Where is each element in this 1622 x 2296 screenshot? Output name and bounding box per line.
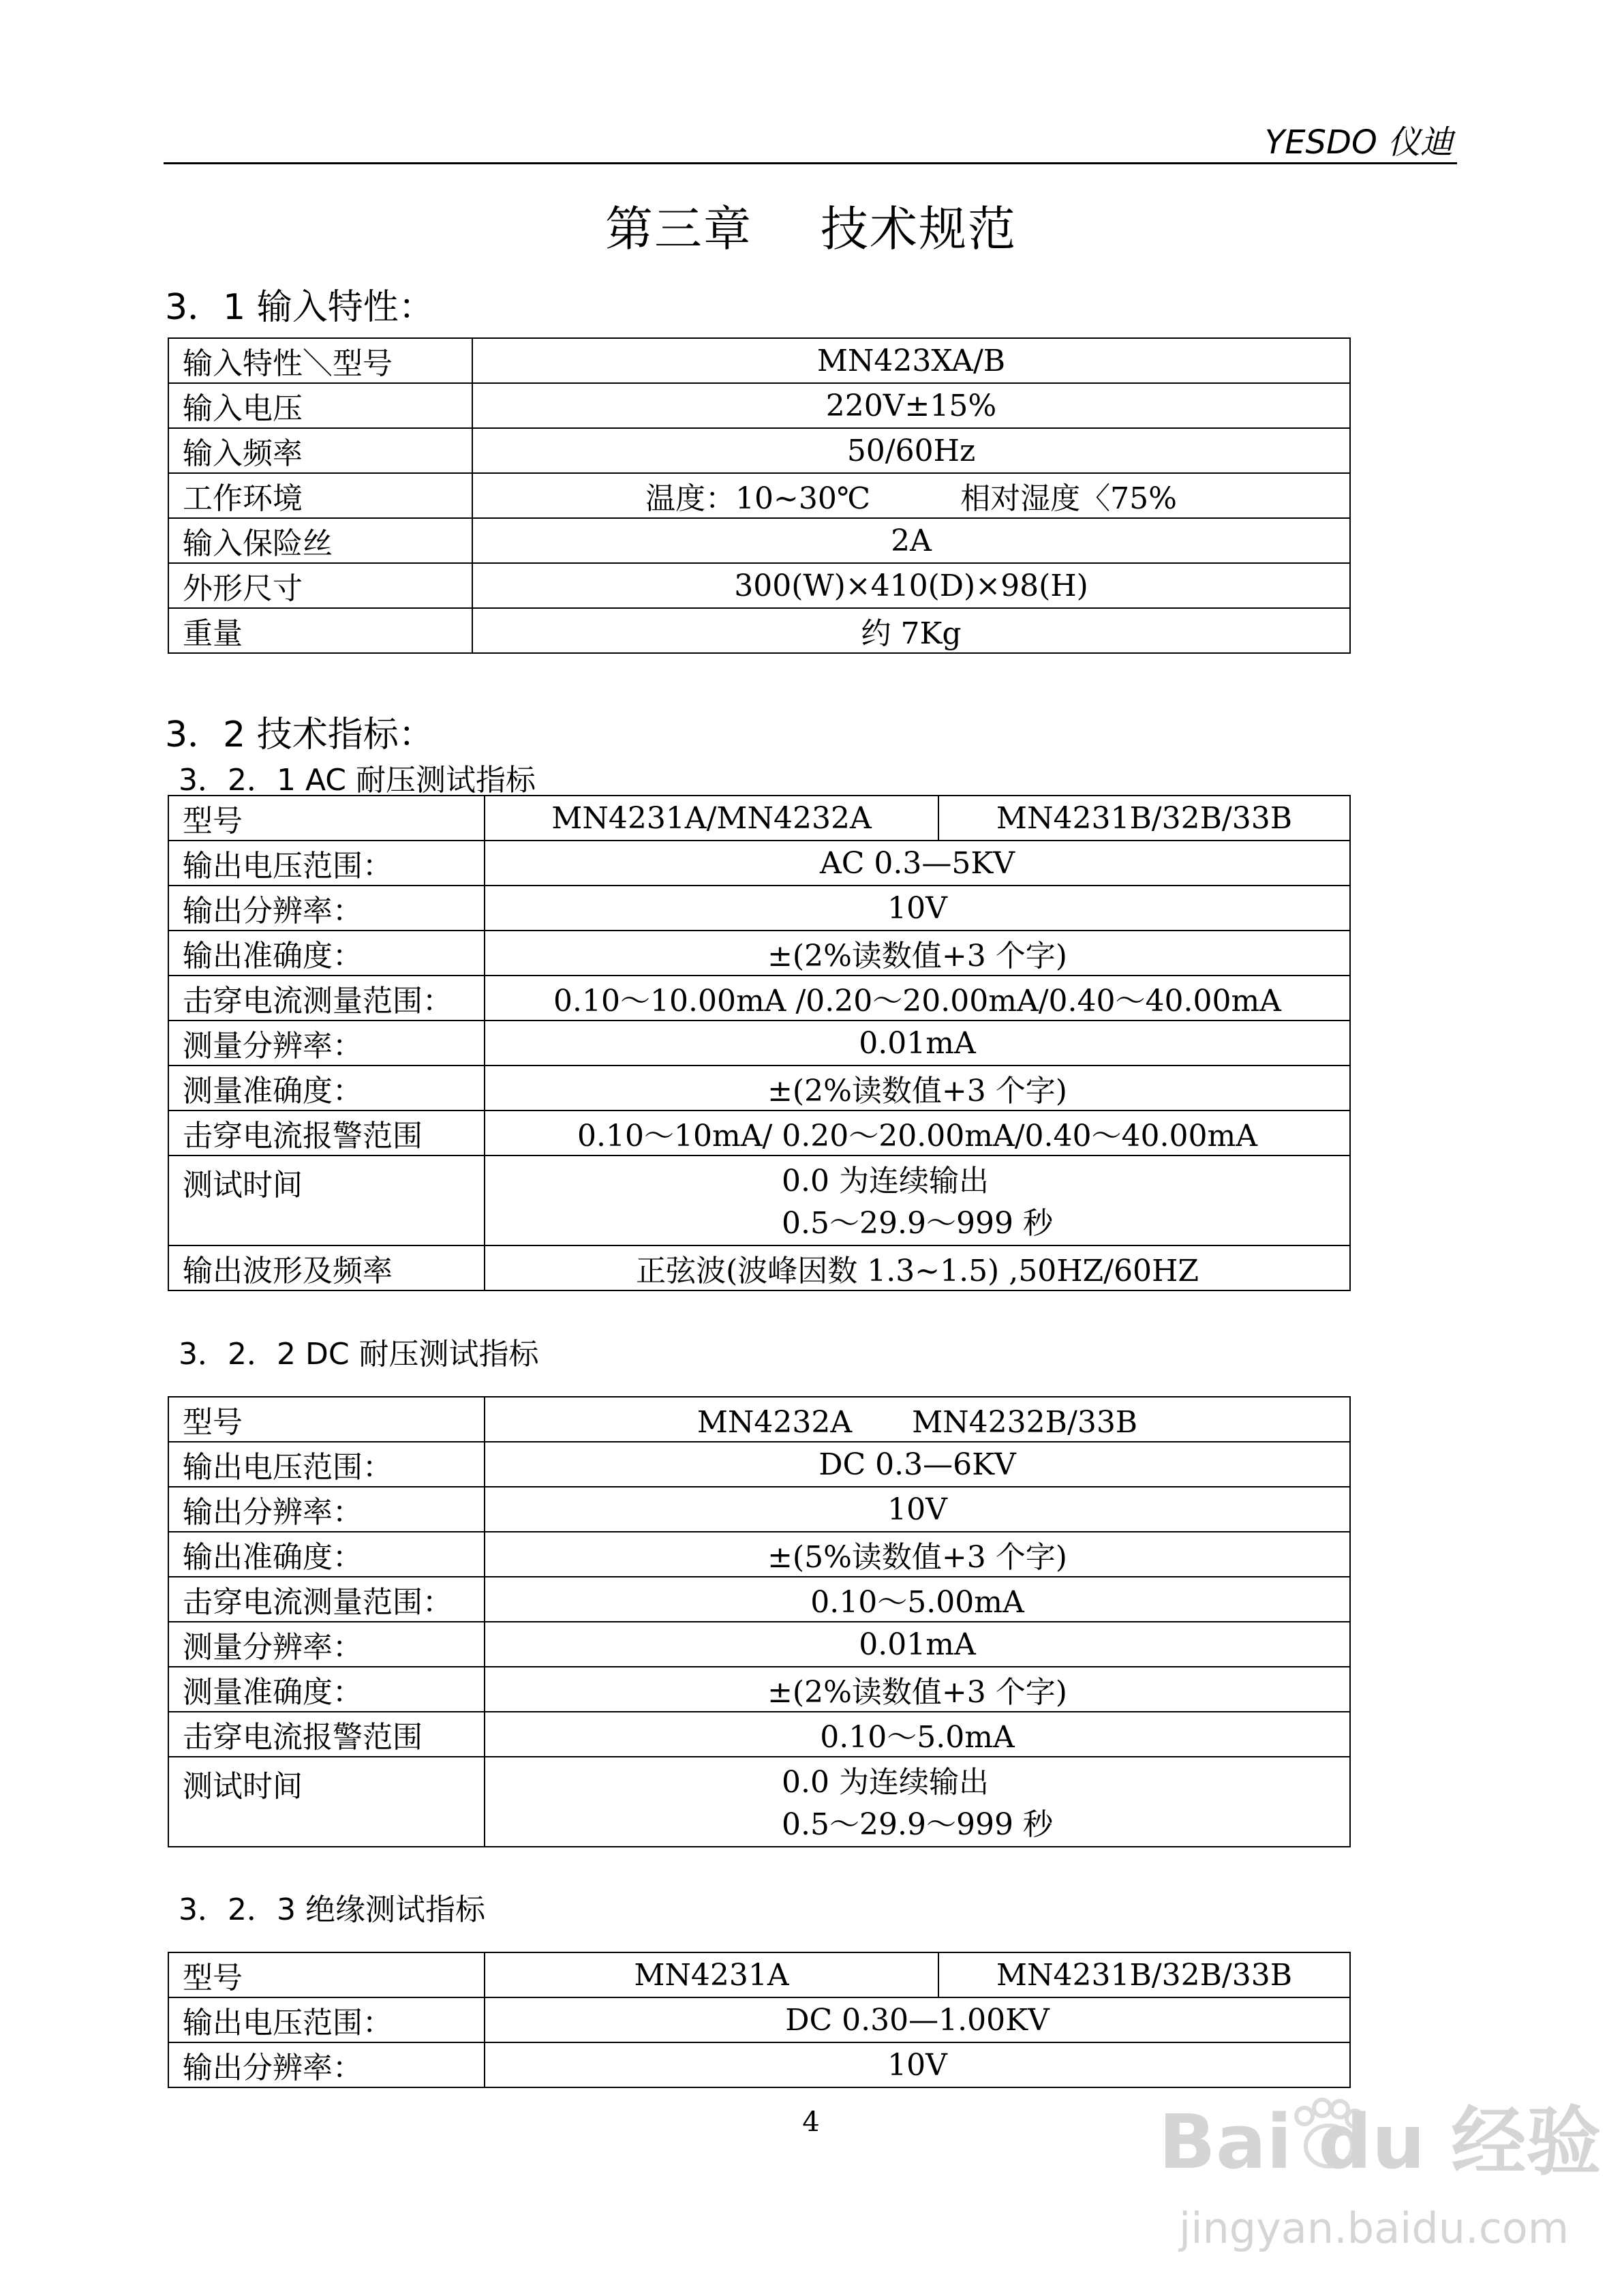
header-model-a: MN4231A xyxy=(485,1952,938,1997)
table-row xyxy=(168,1667,1350,1712)
header-model-b: MN4231B/32B/33B xyxy=(938,796,1350,841)
row-label: 输出分辨率： xyxy=(168,886,485,931)
row-value xyxy=(485,1155,1350,1245)
table-row xyxy=(168,1066,1350,1111)
section-3-1-title: 3．1 输入特性： xyxy=(165,287,434,328)
row-label: 输入保险丝 xyxy=(168,518,472,563)
row-label: 测量准确度： xyxy=(168,1066,485,1111)
input-characteristics-table xyxy=(168,337,1351,654)
row-label: 输出电压范围： xyxy=(168,1997,485,2042)
table-row xyxy=(168,841,1350,886)
row-label: 测量准确度： xyxy=(168,1667,485,1712)
header-model-a: MN4231A/MN4232A xyxy=(485,796,938,841)
test-time-line-2: 0.5～29.9～999 秒 xyxy=(782,1206,1053,1241)
header-label: 型号 xyxy=(168,796,485,841)
section-3-2-2-title: 3．2．2 DC 耐压测试指标 xyxy=(179,1337,539,1372)
header-models: MN4232A MN4232B/33B xyxy=(485,1397,1350,1442)
test-time-lines xyxy=(782,1762,1053,1846)
insulation-test-table xyxy=(168,1952,1351,2088)
row-label: 输出准确度： xyxy=(168,1532,485,1577)
table-row xyxy=(168,1442,1350,1487)
row-value: 50/60Hz xyxy=(472,428,1350,473)
row-label: 输出准确度： xyxy=(168,931,485,976)
row-value: ±(2%读数值+3 个字) xyxy=(485,1066,1350,1111)
row-value: 温度：10~30℃ 相对湿度〈75% xyxy=(472,473,1350,518)
row-label: 外形尺寸 xyxy=(168,563,472,608)
table-row xyxy=(168,976,1350,1021)
table-row xyxy=(168,1622,1350,1667)
table-row xyxy=(168,1245,1350,1290)
table-row xyxy=(168,428,1350,473)
chapter-number: 第三章 xyxy=(605,201,752,257)
row-label: 工作环境 xyxy=(168,473,472,518)
row-value: 0.10～5.0mA xyxy=(485,1712,1350,1757)
row-label: 测试时间 xyxy=(168,1155,485,1245)
row-value: ±(5%读数值+3 个字) xyxy=(485,1532,1350,1577)
table-row xyxy=(168,2042,1350,2087)
table-body xyxy=(168,338,1350,653)
row-value: 0.10～10mA/ 0.20～20.00mA/0.40～40.00mA xyxy=(485,1111,1350,1155)
table-row xyxy=(168,608,1350,653)
header-model-b: MN4231B/32B/33B xyxy=(938,1952,1350,1997)
table-body xyxy=(168,796,1350,1290)
table-header-row xyxy=(168,1397,1350,1442)
table-row xyxy=(168,473,1350,518)
row-label: 测试时间 xyxy=(168,1757,485,1847)
header-brand: YESDO 仪迪 xyxy=(1264,123,1453,162)
test-time-lines xyxy=(782,1160,1053,1245)
header-label: 型号 xyxy=(168,1397,485,1442)
table-row xyxy=(168,1577,1350,1622)
row-label: 击穿电流测量范围： xyxy=(168,976,485,1021)
row-value: 10V xyxy=(485,886,1350,931)
row-label: 击穿电流测量范围： xyxy=(168,1577,485,1622)
table-row xyxy=(168,1111,1350,1155)
table-row xyxy=(168,886,1350,931)
table-body xyxy=(168,1952,1350,2087)
chapter-title xyxy=(0,191,1622,260)
header-rule xyxy=(164,162,1457,164)
table-row xyxy=(168,1997,1350,2042)
watermark-url: jingyan.baidu.com xyxy=(1179,2203,1570,2253)
test-time-line-1: 0.0 为连续输出 xyxy=(782,1164,989,1198)
section-3-2-title: 3．2 技术指标： xyxy=(165,714,434,755)
row-label: 输出波形及频率 xyxy=(168,1245,485,1290)
row-value: ±(2%读数值+3 个字) xyxy=(485,931,1350,976)
table-row xyxy=(168,518,1350,563)
table-body xyxy=(168,1397,1350,1847)
table-row xyxy=(168,1712,1350,1757)
table-row xyxy=(168,563,1350,608)
row-value: 0.01mA xyxy=(485,1622,1350,1667)
row-label: 输入特性＼型号 xyxy=(168,338,472,383)
row-value: ±(2%读数值+3 个字) xyxy=(485,1667,1350,1712)
table-header-row xyxy=(168,1952,1350,1997)
row-label: 输出电压范围： xyxy=(168,841,485,886)
page-number: 4 xyxy=(802,2106,820,2138)
row-value: 约 7Kg xyxy=(472,608,1350,653)
row-value: DC 0.30—1.00KV xyxy=(485,1997,1350,2042)
row-label: 测量分辨率： xyxy=(168,1021,485,1066)
row-label: 测量分辨率： xyxy=(168,1622,485,1667)
test-time-line-1: 0.0 为连续输出 xyxy=(782,1765,989,1800)
row-label: 击穿电流报警范围 xyxy=(168,1712,485,1757)
chapter-name: 技术规范 xyxy=(821,201,1017,257)
row-value: 220V±15% xyxy=(472,383,1350,428)
table-row xyxy=(168,338,1350,383)
test-time-line-2: 0.5～29.9～999 秒 xyxy=(782,1807,1053,1842)
section-3-2-3-title: 3．2．3 绝缘测试指标 xyxy=(179,1892,485,1927)
table-row xyxy=(168,931,1350,976)
row-value: MN423XA/B xyxy=(472,338,1350,383)
section-3-2-1-title: 3．2．1 AC 耐压测试指标 xyxy=(179,763,536,798)
ac-withstand-table xyxy=(168,795,1351,1291)
row-label: 输入频率 xyxy=(168,428,472,473)
table-header-row xyxy=(168,796,1350,841)
table-row xyxy=(168,383,1350,428)
row-value: DC 0.3—6KV xyxy=(485,1442,1350,1487)
row-label: 重量 xyxy=(168,608,472,653)
table-row xyxy=(168,1487,1350,1532)
row-value: 正弦波(波峰因数 1.3~1.5) ,50HZ/60HZ xyxy=(485,1245,1350,1290)
row-value: 0.10～5.00mA xyxy=(485,1577,1350,1622)
row-label: 输入电压 xyxy=(168,383,472,428)
row-value: AC 0.3—5KV xyxy=(485,841,1350,886)
row-label: 输出分辨率： xyxy=(168,2042,485,2087)
header-label: 型号 xyxy=(168,1952,485,1997)
row-label: 击穿电流报警范围 xyxy=(168,1111,485,1155)
row-value: 0.01mA xyxy=(485,1021,1350,1066)
row-value: 300(W)×410(D)×98(H) xyxy=(472,563,1350,608)
row-value: 2A xyxy=(472,518,1350,563)
watermark-logo-text: Bai du 经验 xyxy=(1159,2098,1602,2186)
row-value: 10V xyxy=(485,1487,1350,1532)
row-value: 0.10～10.00mA /0.20～20.00mA/0.40～40.00mA xyxy=(485,976,1350,1021)
table-row xyxy=(168,1155,1350,1245)
row-value: 10V xyxy=(485,2042,1350,2087)
row-label: 输出电压范围： xyxy=(168,1442,485,1487)
table-row xyxy=(168,1021,1350,1066)
row-label: 输出分辨率： xyxy=(168,1487,485,1532)
table-row xyxy=(168,1532,1350,1577)
baidu-jingyan-watermark xyxy=(1159,2086,1602,2270)
dc-withstand-table xyxy=(168,1396,1351,1847)
row-value xyxy=(485,1757,1350,1847)
table-row xyxy=(168,1757,1350,1847)
